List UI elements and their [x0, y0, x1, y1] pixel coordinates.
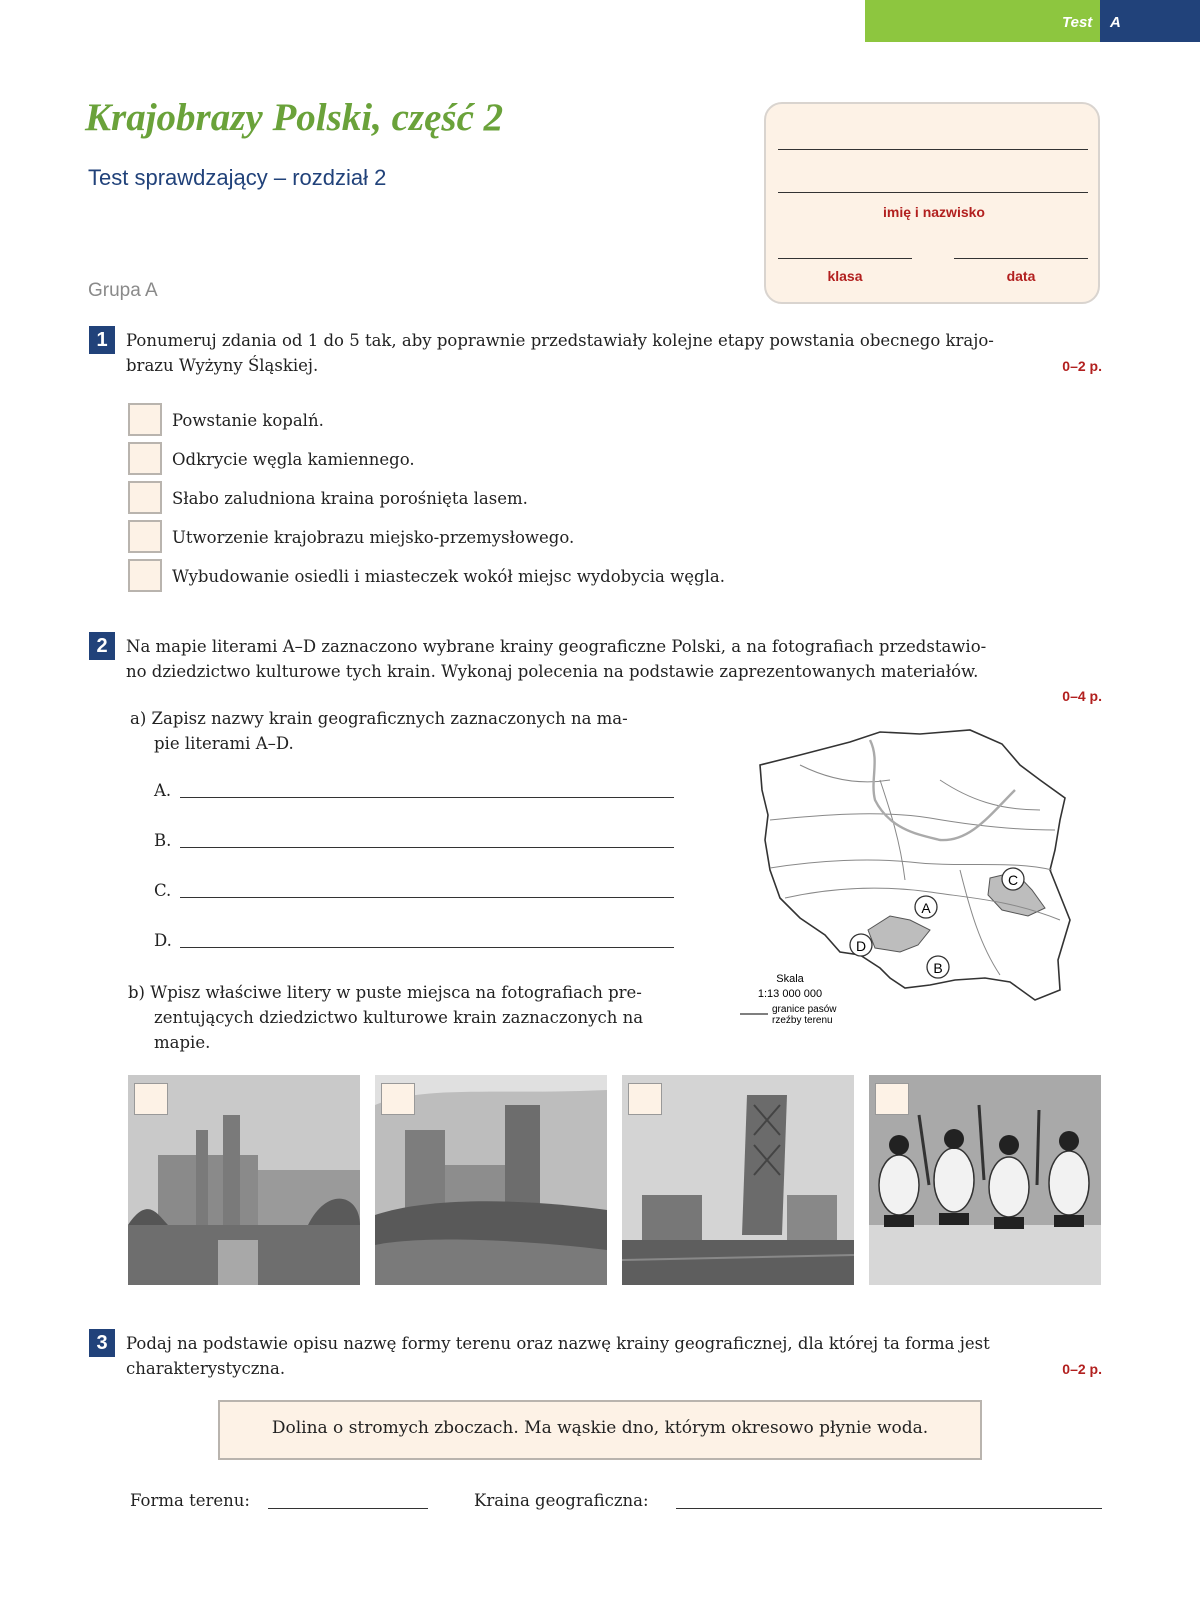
marker-d: D [855, 938, 867, 954]
question-2-text-line2: no dziedzictwo kulturowe tych krain. Wykonaj polecenia na podstawie zaprezentowanych materiałów. [126, 662, 979, 681]
question-2b-line1: b) Wpisz właściwe litery w puste miejsca na fotografiach pre- [128, 983, 642, 1002]
order-box-5[interactable] [128, 559, 162, 592]
date-line[interactable] [954, 258, 1088, 259]
question-2a-line1: a) Zapisz nazwy krain geograficznych zaznaczonych na ma- [130, 709, 628, 728]
page-subtitle: Test sprawdzający – rozdział 2 [88, 165, 387, 190]
question-3-text-line1: Podaj na podstawie opisu nazwę formy terenu oraz nazwę krainy geograficznej, dla której ta forma jest [126, 1334, 990, 1353]
poland-outline [757, 730, 1070, 1000]
field-label-landform: Forma terenu: [130, 1491, 250, 1510]
header-tab-group: A [1110, 14, 1121, 31]
order-box-2[interactable] [128, 442, 162, 475]
order-option-5: Wybudowanie osiedli i miasteczek wokół miejsc wydobycia węgla. [172, 567, 725, 586]
description-box [218, 1400, 982, 1460]
answer-letter-b: B. [154, 831, 172, 850]
marker-c: C [1007, 872, 1019, 888]
order-box-1[interactable] [128, 403, 162, 436]
class-label: klasa [827, 268, 863, 284]
order-option-3: Słabo zaludniona kraina porośnięta lasem. [172, 489, 528, 508]
class-line[interactable] [778, 258, 912, 259]
question-2b-line3: mapie. [154, 1033, 211, 1052]
answer-letter-a: A. [154, 781, 172, 800]
ruins-photo [375, 1075, 607, 1285]
answer-line-region[interactable] [676, 1508, 1102, 1509]
header-tab-label: Test [1062, 14, 1093, 31]
poland-map [740, 720, 1080, 1030]
question-1-points: 0–2 p. [1062, 358, 1102, 374]
scale-value: 1:13 000 000 [757, 988, 823, 1000]
answer-letter-c: C. [154, 881, 172, 900]
name-line-1[interactable] [778, 149, 1088, 150]
question-1-number: 1 [89, 326, 115, 354]
answer-line-a[interactable] [180, 797, 674, 798]
question-1-text-line2: brazu Wyżyny Śląskiej. [126, 356, 319, 375]
marker-a: A [921, 900, 931, 916]
mine-tower-photo [622, 1075, 854, 1285]
order-option-1: Powstanie kopalń. [172, 411, 324, 430]
question-2-text-line1: Na mapie literami A–D zaznaczono wybrane krainy geograficzne Polski, a na fotografiach przedstawio- [126, 637, 987, 656]
photo-answer-box-1[interactable] [134, 1083, 168, 1115]
date-label: data [1006, 268, 1036, 284]
marker-b: B [933, 960, 943, 976]
question-2-number: 2 [89, 632, 115, 660]
question-3-points: 0–2 p. [1062, 1361, 1102, 1377]
legend-line1: granice pasów [772, 1004, 837, 1015]
answer-line-b[interactable] [180, 847, 674, 848]
student-info-box [764, 102, 1100, 304]
order-box-3[interactable] [128, 481, 162, 514]
answer-line-d[interactable] [180, 947, 674, 948]
field-label-region: Kraina geograficzna: [474, 1491, 649, 1510]
question-3-number: 3 [89, 1329, 115, 1357]
description-text: Dolina o stromych zboczach. Ma wąskie dno, którym okresowo płynie woda. [271, 1418, 929, 1438]
question-2a-line2: pie literami A–D. [154, 734, 294, 753]
order-box-4[interactable] [128, 520, 162, 553]
page-title: Krajobrazy Polski, część 2 [85, 96, 504, 139]
photo-answer-box-3[interactable] [628, 1083, 662, 1115]
order-option-4: Utworzenie krajobrazu miejsko-przemysłowego. [172, 528, 575, 547]
group-label: Grupa A [88, 280, 158, 301]
order-option-2: Odkrycie węgla kamiennego. [172, 450, 415, 469]
question-2-points: 0–4 p. [1062, 688, 1102, 704]
answer-letter-d: D. [154, 931, 172, 950]
castle-photo [128, 1075, 360, 1285]
name-label: imię i nazwisko [883, 204, 985, 220]
question-2b-line2: zentujących dziedzictwo kulturowe krain zaznaczonych na [154, 1008, 644, 1027]
legend-line2: rzeźby terenu [772, 1015, 833, 1026]
name-line-2[interactable] [778, 192, 1088, 193]
answer-line-c[interactable] [180, 897, 674, 898]
question-1-text-line1: Ponumeruj zdania od 1 do 5 tak, aby poprawnie przedstawiały kolejne etapy powstania obecnego krajo- [126, 331, 994, 350]
scale-label: Skala [776, 973, 804, 985]
dancers-photo [869, 1075, 1101, 1285]
photo-answer-box-4[interactable] [875, 1083, 909, 1115]
photo-answer-box-2[interactable] [381, 1083, 415, 1115]
answer-line-landform[interactable] [268, 1508, 428, 1509]
question-3-text-line2: charakterystyczna. [126, 1359, 286, 1378]
